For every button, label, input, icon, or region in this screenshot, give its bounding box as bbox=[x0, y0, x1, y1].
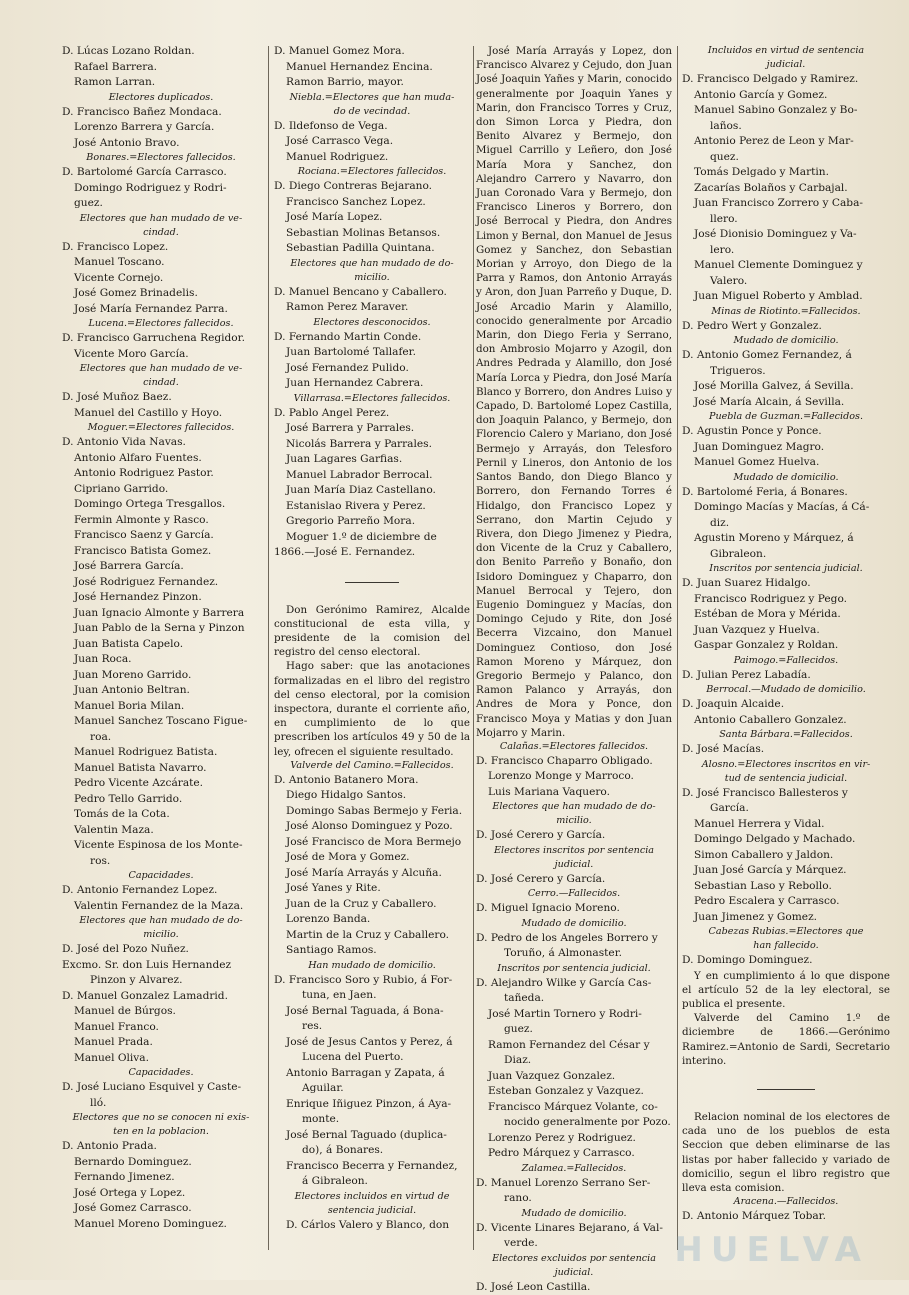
elector-name-line: 1866.—José E. Fernandez. bbox=[274, 546, 416, 558]
elector-name-line: D. Bartolomé García Carrasco. bbox=[62, 166, 227, 178]
elector-name-line: D. Vicente Linares Bejarano, á Val- bbox=[476, 1221, 663, 1234]
elector-name-line: D. José Muñoz Baez. bbox=[62, 391, 172, 403]
elector-name-line: D. Pedro Wert y Gonzalez. bbox=[682, 319, 822, 332]
elector-name-line: Gregorio Parreño Mora. bbox=[286, 515, 416, 527]
elector-name-line: José de Mora y Gomez. bbox=[286, 851, 410, 864]
elector-name-line: Manuel Rodriguez Batista. bbox=[74, 746, 218, 758]
elector-name-line: Domingo Delgado y Machado. bbox=[694, 833, 856, 845]
elector-name-line: Ramon Perez Maraver. bbox=[286, 301, 409, 313]
section-heading: Lucena.=Electores fallecidos. bbox=[88, 318, 234, 329]
elector-name-line: Vicente Espinosa de los Monte- bbox=[74, 839, 243, 851]
section-heading: Inscritos por sentencia judicial. bbox=[497, 962, 651, 974]
elector-name-line: Diego Hidalgo Santos. bbox=[286, 789, 407, 802]
elector-name-line: D. José Leon Castilla. bbox=[476, 1280, 591, 1293]
elector-name-line: Lucena del Puerto. bbox=[302, 1051, 404, 1064]
elector-name-line: llero. bbox=[710, 212, 738, 225]
section-heading: Electores duplicados. bbox=[108, 91, 214, 103]
section-heading: Minas de Riotinto.=Fallecidos. bbox=[711, 305, 861, 317]
elector-name-line: Valero. bbox=[710, 274, 748, 287]
elector-name-line: José Barrera y Parrales. bbox=[286, 422, 415, 434]
elector-name-line: Juan Roca. bbox=[74, 653, 132, 665]
elector-name-line: Juan Miguel Roberto y Amblad. bbox=[694, 290, 863, 302]
section-heading: Electores que no se conocen ni exis- bbox=[72, 1112, 250, 1123]
elector-name-line: D. Manuel Gomez Mora. bbox=[274, 45, 405, 57]
elector-name-line: D. José Francisco Ballesteros y bbox=[682, 786, 848, 799]
section-heading: Berrocal.—Mudado de domicilio. bbox=[706, 684, 866, 695]
section-heading: Zalamea.=Fallecidos. bbox=[521, 1162, 627, 1174]
elector-name-line: Tomás de la Cota. bbox=[74, 808, 170, 820]
elector-name-line: José Morilla Galvez, á Sevilla. bbox=[694, 380, 854, 392]
elector-name-line: Manuel Clemente Dominguez y bbox=[694, 259, 863, 271]
paragraph: Relacion nominal de los electores de cada uno de los pueblos de esta Seccion que deben eliminarse de las listas por haber fallecido y variado de domicilio, segun el libro registro que lleva esta comision. bbox=[682, 1110, 890, 1194]
elector-name-line: D. Francisco Lopez. bbox=[62, 240, 169, 253]
section-heading: Alosno.=Electores inscritos en vir- bbox=[701, 758, 871, 770]
elector-name-line: José de Jesus Cantos y Perez, á bbox=[286, 1035, 453, 1048]
column-2 bbox=[274, 44, 470, 1258]
section-heading: cindad. bbox=[143, 377, 179, 388]
section-separator bbox=[274, 577, 470, 587]
elector-name-line: do), á Bonares. bbox=[302, 1144, 384, 1157]
elector-name-line: Manuel Sanchez Toscano Figue- bbox=[74, 715, 248, 727]
elector-name-line: Domingo Macías y Macías, á Cá- bbox=[694, 501, 870, 513]
section-heading: do de vecindad. bbox=[333, 105, 411, 117]
elector-name-line: Toruño, á Almonaster. bbox=[504, 947, 622, 960]
elector-name-line: Juan Hernandez Cabrera. bbox=[286, 377, 424, 389]
elector-name-line: D. Antonio Fernandez Lopez. bbox=[62, 884, 218, 896]
elector-name-line: Juan Ignacio Almonte y Barrera bbox=[74, 606, 245, 619]
section-heading: Bonares.=Electores fallecidos. bbox=[86, 152, 236, 163]
section-heading: Niebla.=Electores que han muda- bbox=[289, 91, 455, 103]
section-separator bbox=[682, 1084, 890, 1094]
elector-name-line: lero. bbox=[710, 243, 735, 256]
paragraph: José María Arrayás y Lopez, don Francisco Alvarez y Cejudo, don Juan José Joaquin Yañes y Marin, conocido generalmente por Joaquin Yanes y Marin, don Francisco Torres y Cruz, don Simon Lorca y Piedra, don Benito Alvarez y Bermejo, don Miguel Carrillo y Leñero, don José María Mora y Sanchez, don Alejandro Carrero y Navarro, don Juan Coronado Vara y Bermejo, don Francisco Lineros y Borrero, don José Berrocal y Piedra, don Andres Limon y Bernal, don Manuel de Jesus Gomez y Sanchez, don Sebastian Morian y Arroyo, don Diego de la Parra y Ramos, don Antonio Arrayás y Aron, don Juan Parreño y Duque, D. José Arcadio Marin y Alamillo, conocido generalmente por Arcadio Marin, don Diego Feria y Serrano, don Ambrosio Mojarro y Azogil, don Andres Pedrada y Alamillo, don José María Lorca y Piedra, don José María Blanco y Borrero, don Andres Luiso y Capado, D. Bartolomé Lopez Castilla, don Joaquin Palanco, y Bermejo, don Florencio Calero y Mariano, don José Bermejo y Arrayás, don Telesforo Pernil y Lineros, don Antonio de los Santos Bando, don Diego Blanco y Borrero, don Fernando Torres é Hidalgo, don Francisco Lopez y Serrano, don Martin Cejudo y Rivera, don Diego Jimenez y Piedra, don Vicente de la Cruz y Caballero, don Benito Parreño y Bonaño, don Isidoro Dominguez y Chaparro, don Manuel Berrocal y Tejero, don Eugenio Dominguez y Macías, don Domingo Cejudo y Rite, don José Becerra Vizcaino, don Manuel Dominguez Contioso, don José Ramon Moreno y Márquez, don Gregorio Bermejo y Palanco, don Ramon Palanco y Arrayás, don Andres de Mora y Ponce, don Francisco Moya y Matias y don Juan Mojarro y Marin. bbox=[476, 45, 672, 739]
elector-name-line: José María Arrayás y Alcuña. bbox=[286, 866, 442, 879]
section-heading: Electores que han mudado de do- bbox=[492, 801, 656, 813]
elector-name-line: D. José Cerero y García. bbox=[476, 829, 606, 842]
elector-name-line: Simon Caballero y Jaldon. bbox=[694, 848, 834, 861]
elector-name-line: Juan Pablo de la Serna y Pinzon bbox=[74, 622, 245, 634]
elector-name-line: verde. bbox=[504, 1237, 538, 1250]
elector-name-line: diz. bbox=[710, 516, 730, 529]
elector-name-line: Manuel Moreno Dominguez. bbox=[74, 1217, 227, 1230]
elector-name-line: Domingo Ortega Tresgallos. bbox=[74, 498, 226, 510]
section-heading: Aracena.—Fallecidos. bbox=[733, 1196, 839, 1208]
elector-name-line: Sebastian Molinas Betansos. bbox=[286, 226, 441, 239]
elector-name-line: ros. bbox=[90, 854, 111, 867]
elector-name-line: lló. bbox=[90, 1096, 107, 1109]
elector-name-line: Juan Jimenez y Gomez. bbox=[694, 910, 818, 923]
elector-name-line: D. Francisco Bañez Mondaca. bbox=[62, 105, 222, 118]
elector-name-line: José Martin Tornero y Rodri- bbox=[488, 1007, 642, 1020]
section-heading: sentencia judicial. bbox=[327, 1204, 417, 1216]
elector-name-line: tuna, en Jaen. bbox=[302, 989, 377, 1002]
elector-name-line: José Carrasco Vega. bbox=[286, 135, 394, 147]
elector-name-line: Antonio Caballero Gonzalez. bbox=[694, 713, 847, 726]
elector-name-line: Fermin Almonte y Rasco. bbox=[74, 513, 209, 526]
elector-name-line: Manuel Gomez Huelva. bbox=[694, 456, 820, 468]
section-heading: judicial. bbox=[554, 858, 594, 870]
elector-name-line: Cipriano Garrido. bbox=[74, 482, 169, 495]
elector-name-line: José Yanes y Rite. bbox=[286, 882, 381, 895]
elector-name-line: Manuel Batista Navarro. bbox=[74, 761, 207, 774]
elector-name-line: Ramon Barrio, mayor. bbox=[286, 76, 404, 88]
elector-name-line: D. Diego Contreras Bejarano. bbox=[274, 180, 433, 192]
elector-name-line: Juan Vazquez Gonzalez. bbox=[488, 1069, 616, 1082]
elector-name-line: José Gomez Brinadelis. bbox=[74, 287, 198, 299]
paragraph: Y en cumplimiento á lo que dispone el artículo 52 de la ley electoral, se publica el presente. bbox=[682, 969, 890, 1010]
elector-name-line: Francisco Sanchez Lopez. bbox=[286, 195, 426, 208]
elector-name-line: José María Alcain, á Sevilla. bbox=[694, 395, 845, 408]
section-heading: Mudado de domicilio. bbox=[521, 917, 627, 929]
elector-name-line: Ramon Fernandez del César y bbox=[488, 1038, 650, 1051]
elector-name-line: Juan María Diaz Castellano. bbox=[286, 484, 436, 496]
elector-name-line: D. Antonio Márquez Tobar. bbox=[682, 1210, 826, 1223]
elector-name-line: á Gibraleon. bbox=[302, 1175, 368, 1188]
section-heading: Incluidos en virtud de sentencia bbox=[707, 45, 865, 56]
elector-name-line: D. Domingo Dominguez. bbox=[682, 954, 813, 966]
elector-name-line: D. Bartolomé Feria, á Bonares. bbox=[682, 485, 848, 498]
elector-name-line: D. Francisco Chaparro Obligado. bbox=[476, 754, 653, 767]
elector-name-line: José María Lopez. bbox=[286, 211, 383, 223]
elector-name-line: D. Manuel Bencano y Caballero. bbox=[274, 285, 447, 298]
elector-name-line: Aguilar. bbox=[302, 1082, 344, 1095]
elector-name-line: D. Juan Suarez Hidalgo. bbox=[682, 577, 811, 589]
elector-name-line: Juan Lagares Garfias. bbox=[286, 453, 403, 465]
elector-name-line: D. José del Pozo Nuñez. bbox=[62, 943, 189, 955]
section-heading: Rociana.=Electores fallecidos. bbox=[297, 166, 447, 177]
elector-name-line: Fernando Jimenez. bbox=[74, 1171, 175, 1183]
elector-name-line: José Fernandez Pulido. bbox=[286, 361, 409, 374]
elector-name-line: Manuel Prada. bbox=[74, 1036, 153, 1048]
elector-name-line: monte. bbox=[302, 1113, 340, 1126]
section-heading: Cerro.—Fallecidos. bbox=[527, 888, 621, 900]
column-3 bbox=[476, 44, 672, 1293]
elector-name-line: José Bernal Taguada, á Bona- bbox=[286, 1004, 444, 1017]
elector-name-line: quez. bbox=[710, 150, 739, 163]
elector-name-line: D. Ildefonso de Vega. bbox=[274, 119, 388, 132]
elector-name-line: rano. bbox=[504, 1192, 532, 1205]
elector-name-line: José Barrera García. bbox=[74, 560, 184, 572]
elector-name-line: Pedro Márquez y Carrasco. bbox=[488, 1147, 635, 1160]
elector-name-line: laños. bbox=[710, 119, 742, 132]
elector-name-line: Enrique Iñiguez Pinzon, á Aya- bbox=[286, 1097, 452, 1110]
section-heading: Electores excluidos por sentencia bbox=[492, 1252, 656, 1264]
elector-name-line: D. Pablo Angel Perez. bbox=[274, 406, 390, 419]
elector-name-line: Bernardo Dominguez. bbox=[74, 1155, 192, 1168]
elector-name-line: Manuel Labrador Berrocal. bbox=[286, 468, 433, 481]
elector-name-line: Juan Vazquez y Huelva. bbox=[694, 623, 820, 636]
section-heading: judicial. bbox=[766, 59, 806, 70]
elector-name-line: Juan Bartolomé Tallafer. bbox=[286, 346, 416, 358]
elector-name-line: Francisco Becerra y Fernandez, bbox=[286, 1159, 458, 1172]
elector-name-line: García. bbox=[710, 802, 749, 814]
elector-name-line: D. José Luciano Esquivel y Caste- bbox=[62, 1081, 242, 1093]
section-heading: Electores que han mudado de do- bbox=[290, 257, 454, 269]
elector-name-line: Estéban de Mora y Mérida. bbox=[694, 608, 841, 620]
elector-name-line: Vicente Cornejo. bbox=[74, 271, 164, 284]
elector-name-line: Manuel Toscano. bbox=[74, 256, 165, 268]
elector-name-line: Ramon Larran. bbox=[74, 76, 156, 88]
elector-name-line: Antonio Perez de Leon y Mar- bbox=[694, 135, 854, 147]
elector-name-line: Tomás Delgado y Martin. bbox=[694, 166, 829, 178]
elector-name-line: D. Francisco Delgado y Ramirez. bbox=[682, 73, 859, 85]
elector-name-line: Sebastian Padilla Quintana. bbox=[286, 242, 435, 254]
elector-name-line: Manuel Herrera y Vidal. bbox=[694, 817, 825, 830]
elector-name-line: Juan Antonio Beltran. bbox=[74, 684, 190, 696]
section-heading: Mudado de domicilio. bbox=[521, 1207, 627, 1219]
elector-name-line: Juan Batista Capelo. bbox=[74, 637, 184, 650]
elector-name-line: Pedro Tello Garrido. bbox=[74, 792, 183, 805]
section-heading: micilio. bbox=[556, 815, 592, 827]
column-4 bbox=[682, 44, 890, 1258]
elector-name-line: Francisco Saenz y García. bbox=[74, 529, 214, 541]
elector-name-line: Lorenzo Monge y Marroco. bbox=[488, 770, 634, 783]
elector-name-line: Manuel del Castillo y Hoyo. bbox=[74, 406, 223, 419]
elector-name-line: Pedro Vicente Azcárate. bbox=[74, 777, 204, 789]
elector-name-line: Juan de la Cruz y Caballero. bbox=[286, 897, 437, 910]
archive-watermark: HUELVA bbox=[674, 1230, 869, 1270]
elector-name-line: D. Cárlos Valero y Blanco, don bbox=[286, 1218, 450, 1231]
elector-name-line: guez. bbox=[74, 197, 103, 209]
elector-name-line: Valentin Maza. bbox=[74, 823, 154, 836]
elector-name-line: José Francisco de Mora Bermejo bbox=[286, 835, 462, 848]
elector-name-line: D. Manuel Gonzalez Lamadrid. bbox=[62, 989, 228, 1002]
section-heading: Han mudado de domicilio. bbox=[308, 959, 436, 971]
section-heading: Calañas.=Electores fallecidos. bbox=[499, 740, 649, 752]
section-heading: Santa Bárbara.=Fallecidos. bbox=[719, 729, 853, 740]
section-heading: Paimogo.=Fallecidos. bbox=[733, 654, 839, 666]
elector-name-line: D. José Macías. bbox=[682, 743, 765, 755]
elector-name-line: Juan Francisco Zorrero y Caba- bbox=[694, 197, 863, 209]
section-heading: judicial. bbox=[554, 1266, 594, 1278]
elector-name-line: Valentin Fernandez de la Maza. bbox=[74, 899, 244, 912]
elector-name-line: Antonio Alfaro Fuentes. bbox=[74, 451, 202, 464]
elector-name-line: Luis Mariana Vaquero. bbox=[488, 785, 610, 798]
elector-name-line: José María Fernandez Parra. bbox=[74, 302, 228, 315]
elector-name-line: Francisco Márquez Volante, co- bbox=[488, 1100, 658, 1113]
elector-name-line: D. Francisco Soro y Rubio, á For- bbox=[274, 973, 453, 986]
section-heading: Capacidades. bbox=[128, 1067, 194, 1078]
column-rule-1 bbox=[268, 46, 269, 1250]
elector-name-line: Manuel Oliva. bbox=[74, 1051, 149, 1064]
section-heading: Villarrasa.=Electores fallecidos. bbox=[293, 392, 451, 404]
elector-name-line: Manuel de Búrgos. bbox=[74, 1005, 176, 1017]
elector-name-line: Manuel Boria Milan. bbox=[74, 699, 185, 712]
elector-name-line: Gaspar Gonzalez y Roldan. bbox=[694, 639, 839, 651]
section-heading: Electores que han mudado de do- bbox=[79, 915, 243, 926]
section-heading: Moguer.=Electores fallecidos. bbox=[87, 422, 235, 433]
elector-name-line: D. Fernando Martin Conde. bbox=[274, 330, 422, 343]
elector-name-line: José Bernal Taguado (duplica- bbox=[286, 1128, 447, 1141]
section-heading: Capacidades. bbox=[128, 870, 194, 881]
elector-name-line: D. Antonio Vida Navas. bbox=[62, 436, 186, 448]
elector-name-line: Martin de la Cruz y Caballero. bbox=[286, 928, 450, 941]
elector-name-line: Antonio García y Gomez. bbox=[694, 88, 828, 101]
elector-name-line: Excmo. Sr. don Luis Hernandez bbox=[62, 958, 232, 971]
elector-name-line: José Rodriguez Fernandez. bbox=[74, 575, 219, 588]
section-heading: cindad. bbox=[143, 226, 179, 238]
elector-name-line: D. Manuel Lorenzo Serrano Ser- bbox=[476, 1176, 651, 1189]
elector-name-line: Moguer 1.º de diciembre de bbox=[286, 530, 437, 543]
elector-name-line: D. Francisco Garruchena Regidor. bbox=[62, 332, 245, 344]
elector-name-line: José Ortega y Lopez. bbox=[74, 1186, 186, 1199]
elector-name-line: Agustin Moreno y Márquez, á bbox=[694, 532, 854, 544]
elector-name-line: Francisco Batista Gomez. bbox=[74, 544, 212, 557]
elector-name-line: Manuel Rodriguez. bbox=[286, 150, 389, 163]
elector-name-line: Lorenzo Banda. bbox=[286, 913, 371, 926]
section-heading: tud de sentencia judicial. bbox=[724, 772, 848, 784]
elector-name-line: Vicente Moro García. bbox=[74, 347, 189, 360]
section-heading: Electores inscritos por sentencia bbox=[494, 844, 654, 856]
elector-name-line: José Gomez Carrasco. bbox=[74, 1202, 192, 1214]
elector-name-line: D. Joaquin Alcaide. bbox=[682, 698, 785, 710]
elector-name-line: Pinzon y Alvarez. bbox=[90, 974, 183, 986]
section-heading: Cabezas Rubias.=Electores que bbox=[708, 926, 864, 937]
section-heading: micilio. bbox=[354, 271, 390, 283]
elector-name-line: Juan Moreno Garrido. bbox=[74, 668, 192, 681]
elector-name-line: D. Agustin Ponce y Ponce. bbox=[682, 425, 822, 437]
paragraph: Hago saber: que las anotaciones formalizadas en el libro del registro del censo electoral, por la comision inspectora, durante el corriente año, en cumplimiento de lo que prescriben los artículos 49 y 50 de la ley, ofrecen el siguiente resultado. bbox=[274, 660, 470, 758]
elector-name-line: Juan José García y Márquez. bbox=[694, 864, 847, 876]
elector-name-line: José Antonio Bravo. bbox=[74, 136, 180, 149]
elector-name-line: guez. bbox=[504, 1023, 533, 1036]
elector-name-line: Domingo Sabas Bermejo y Feria. bbox=[286, 804, 463, 817]
elector-name-line: roa. bbox=[90, 730, 112, 743]
section-heading: Mudado de domicilio. bbox=[733, 335, 839, 346]
elector-name-line: tañeda. bbox=[504, 992, 545, 1005]
elector-name-line: Trigueros. bbox=[710, 364, 766, 377]
column-rule-3 bbox=[677, 46, 678, 1250]
section-heading: Electores que han mudado de ve- bbox=[79, 363, 243, 374]
section-heading: Valverde del Camino.=Fallecidos. bbox=[290, 759, 454, 771]
section-heading: han fallecido. bbox=[753, 940, 819, 951]
elector-name-line: Pedro Escalera y Carrasco. bbox=[694, 895, 840, 907]
elector-name-line: Gibraleon. bbox=[710, 547, 767, 560]
elector-name-line: D. Antonio Prada. bbox=[62, 1140, 157, 1152]
elector-name-line: Sebastian Laso y Rebollo. bbox=[694, 879, 832, 892]
elector-name-line: Manuel Franco. bbox=[74, 1020, 159, 1033]
section-heading: Puebla de Guzman.=Fallecidos. bbox=[708, 411, 863, 422]
elector-name-line: Francisco Rodriguez y Pego. bbox=[694, 592, 848, 605]
elector-name-line: Domingo Rodriguez y Rodri- bbox=[74, 181, 227, 194]
elector-name-line: Estanislao Rivera y Perez. bbox=[286, 499, 426, 512]
elector-name-line: D. Julian Perez Labadía. bbox=[682, 668, 811, 681]
elector-name-line: D. Antonio Gomez Fernandez, á bbox=[682, 349, 852, 361]
elector-name-line: Santiago Ramos. bbox=[286, 944, 377, 957]
elector-name-line: José Dionisio Dominguez y Va- bbox=[694, 228, 857, 240]
elector-name-line: Nicolás Barrera y Parrales. bbox=[286, 437, 432, 450]
elector-name-line: Antonio Rodriguez Pastor. bbox=[74, 467, 214, 479]
elector-name-line: Juan Dominguez Magro. bbox=[694, 440, 825, 453]
elector-name-line: Lorenzo Barrera y García. bbox=[74, 121, 215, 133]
section-heading: micilio. bbox=[143, 929, 179, 940]
elector-name-line: D. José Cerero y García. bbox=[476, 872, 606, 885]
elector-name-line: nocido generalmente por Pozo. bbox=[504, 1116, 671, 1129]
elector-name-line: Antonio Barragan y Zapata, á bbox=[286, 1066, 445, 1079]
elector-name-line: D. Miguel Ignacio Moreno. bbox=[476, 902, 620, 915]
elector-name-line: D. Pedro de los Angeles Borrero y bbox=[476, 931, 658, 944]
elector-name-line: res. bbox=[302, 1020, 323, 1033]
elector-name-line: Lorenzo Perez y Rodriguez. bbox=[488, 1131, 636, 1144]
section-heading: ten en la poblacion. bbox=[113, 1126, 209, 1137]
elector-name-line: José Hernandez Pinzon. bbox=[74, 591, 202, 603]
section-heading: Electores que han mudado de ve- bbox=[79, 212, 243, 224]
elector-name-line: Esteban Gonzalez y Vazquez. bbox=[488, 1085, 644, 1098]
elector-name-line: D. Lúcas Lozano Roldan. bbox=[62, 45, 195, 57]
section-heading: Electores incluidos en virtud de bbox=[294, 1190, 450, 1202]
column-rule-2 bbox=[473, 46, 474, 1250]
section-heading: Inscritos por sentencia judicial. bbox=[709, 563, 863, 574]
elector-name-line: D. Alejandro Wilke y García Cas- bbox=[476, 976, 652, 989]
paragraph: Valverde del Camino 1.º de diciembre de 1866.—Gerónimo Ramirez.=Antonio de Sardi, Secretario interino. bbox=[682, 1012, 890, 1067]
paragraph: Don Gerónimo Ramirez, Alcalde constitucional de esta villa, y presidente de la comision del registro del censo electoral. bbox=[274, 603, 470, 659]
column-1 bbox=[62, 44, 260, 1258]
elector-name-line: Manuel Sabino Gonzalez y Bo- bbox=[694, 104, 858, 116]
section-heading: Mudado de domicilio. bbox=[733, 471, 839, 483]
section-heading: Electores desconocidos. bbox=[313, 316, 431, 328]
elector-name-line: Diaz. bbox=[504, 1054, 532, 1067]
elector-name-line: Zacarías Bolaños y Carbajal. bbox=[694, 181, 848, 194]
elector-name-line: Rafael Barrera. bbox=[74, 60, 158, 73]
elector-name-line: D. Antonio Batanero Mora. bbox=[274, 773, 419, 786]
elector-name-line: José Alonso Dominguez y Pozo. bbox=[286, 820, 453, 833]
elector-name-line: Manuel Hernandez Encina. bbox=[286, 60, 433, 73]
